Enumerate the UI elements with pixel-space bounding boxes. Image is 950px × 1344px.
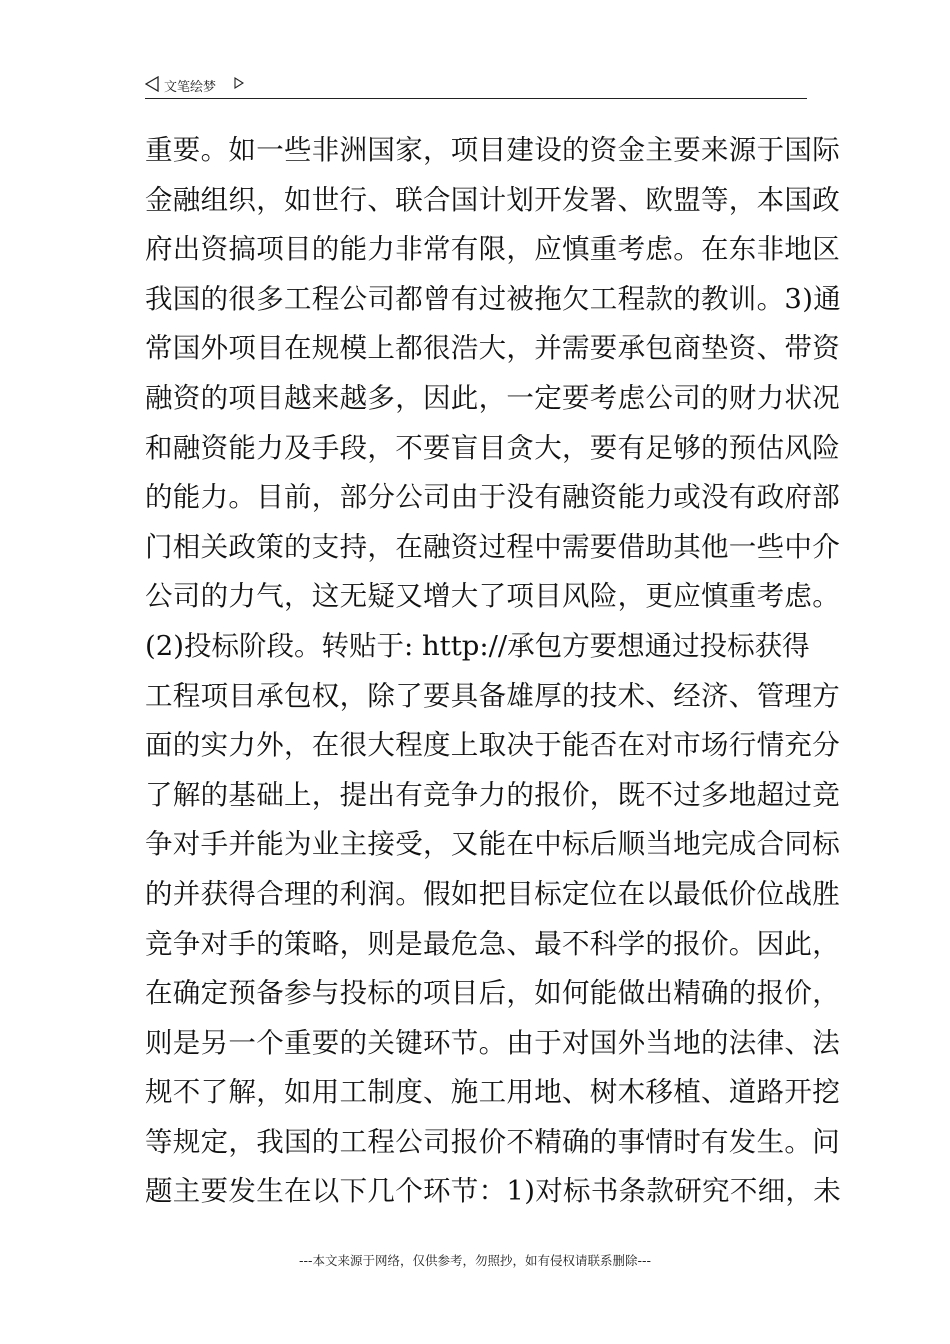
page-header bbox=[145, 74, 807, 99]
body-line: 在确定预备参与投标的项目后，如何能做出精确的报价， bbox=[145, 977, 840, 1010]
body-line: (2)投标阶段。转贴于: http://承包方要想通过投标获得 bbox=[145, 629, 810, 662]
body-line: 我国的很多工程公司都曾有过被拖欠工程款的教训。3)通 bbox=[145, 282, 842, 315]
body-line: 府出资搞项目的能力非常有限，应慎重考虑。在东非地区 bbox=[145, 233, 840, 266]
body-line: 公司的力气，这无疑又增大了项目风险，更应慎重考虑。 bbox=[145, 580, 840, 613]
triangle-left-outline-icon bbox=[145, 76, 159, 92]
body-line: 竞争对手的策略，则是最危急、最不科学的报价。因此， bbox=[145, 927, 840, 960]
body-line: 则是另一个重要的关键环节。由于对国外当地的法律、法 bbox=[145, 1026, 840, 1059]
body-line: 融资的项目越来越多，因此，一定要考虑公司的财力状况 bbox=[145, 381, 840, 414]
body-line: 重要。如一些非洲国家，项目建设的资金主要来源于国际 bbox=[145, 134, 840, 166]
document-body bbox=[145, 126, 842, 1217]
header-brand: 文笔绘梦 bbox=[164, 80, 217, 95]
body-line: 常国外项目在规模上都很浩大，并需要承包商垫资、带资 bbox=[145, 332, 840, 365]
body-line: 的能力。目前，部分公司由于没有融资能力或没有政府部 bbox=[145, 481, 840, 514]
triangle-right-outline-icon bbox=[234, 77, 244, 89]
body-line: 等规定，我国的工程公司报价不精确的事情时有发生。问 bbox=[145, 1125, 840, 1158]
body-line: 金融组织，如世行、联合国计划开发署、欧盟等，本国政 bbox=[145, 183, 840, 216]
body-line: 规不了解，如用工制度、施工用地、树木移植、道路开挖 bbox=[145, 1076, 840, 1109]
body-line: 了解的基础上，提出有竞争力的报价，既不过多地超过竞 bbox=[145, 778, 840, 811]
body-line: 面的实力外，在很大程度上取决于能否在对市场行情充分 bbox=[145, 729, 840, 762]
body-line: 的并获得合理的利润。假如把目标定位在以最低价位战胜 bbox=[145, 877, 840, 910]
body-line: 工程项目承包权，除了要具备雄厚的技术、经济、管理方 bbox=[145, 679, 840, 712]
body-line: 题主要发生在以下几个环节：1)对标书条款研究不细，未 bbox=[145, 1175, 842, 1208]
body-line: 和融资能力及手段，不要盲目贪大，要有足够的预估风险 bbox=[145, 431, 840, 464]
page-footer-disclaimer: ---本文来源于网络，仅供参考，勿照抄，如有侵权请联系删除--- bbox=[298, 1253, 652, 1268]
body-line: 门相关政策的支持，在融资过程中需要借助其他一些中介 bbox=[145, 530, 840, 563]
body-line: 争对手并能为业主接受，又能在中标后顺当地完成合同标 bbox=[145, 828, 840, 861]
